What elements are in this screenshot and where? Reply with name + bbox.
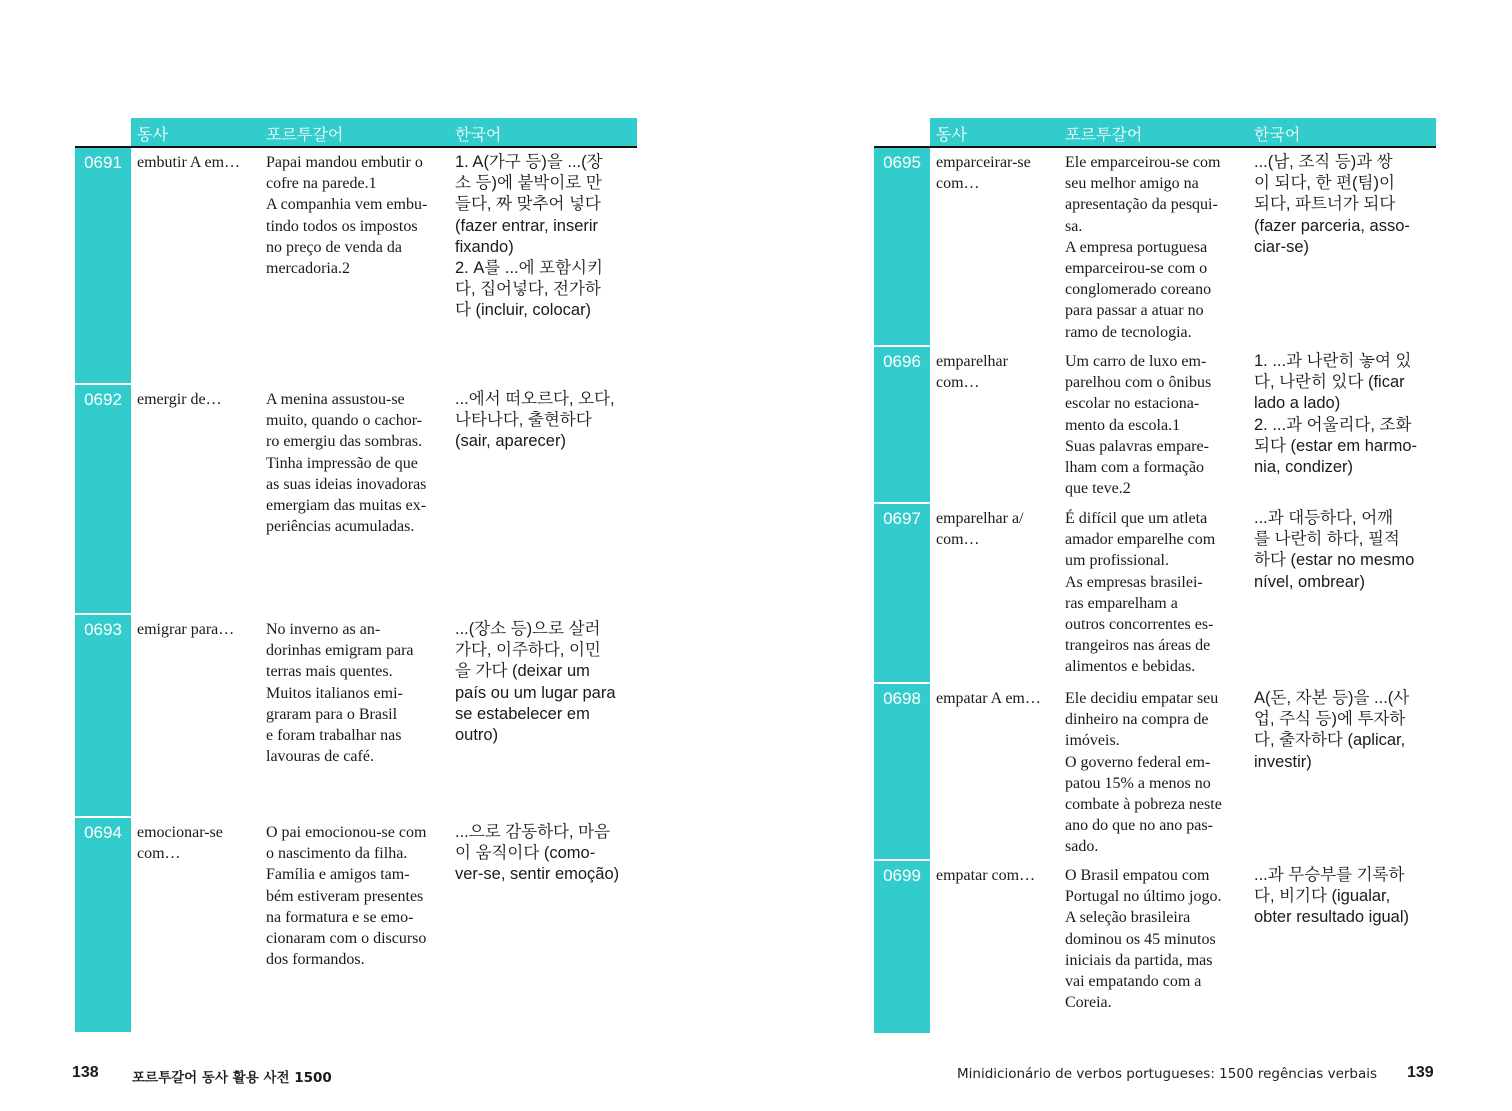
entry-number: 0692 [75,385,131,613]
entry-korean-meaning: ...에서 떠오르다, 오다, 나타나다, 출현하다 (sair, aparecer) [455,390,615,451]
entry-verb: emocionar-se com… [137,824,223,863]
header-verb: 동사 [936,125,967,144]
entry-verb: empatar com… [936,867,1036,884]
entry-row [75,615,637,816]
entry-row [75,148,637,383]
header-korean: 한국어 [455,125,502,144]
entry-row [874,861,1436,1033]
entry-korean-meaning: ...과 무승부를 기록하 다, 비기다 (igualar, obter resultado igual) [1254,866,1410,927]
entry-portuguese-example: Papai mandou embutir o cofre na parede.1 A companhia vem embu- tindo todos os impostos no preço de venda da mercadoria.2 [266,154,428,278]
entry-row [874,347,1436,502]
page-number-right: 139 [1407,1064,1434,1081]
entry-portuguese-example: Um carro de luxo em- parelhou com o ônibus escolar no estaciona- mento da escola.1 Suas palavras empare- lham com a formação que teve.2 [1065,353,1212,498]
entry-number: 0697 [874,504,930,682]
entry-portuguese-example: No inverno as an- dorinhas emigram para terras mais quentes. Muitos italianos emi- graram para o Brasil e foram trabalhar nas lavouras de café. [266,621,414,766]
header-korean: 한국어 [1254,125,1301,144]
entry-korean-meaning: ...으로 감동하다, 마음 이 움직이다 (como- ver-se, sentir emoção) [455,823,620,884]
table-header [75,118,637,148]
entry-verb: emparelhar com… [936,353,1008,392]
entry-portuguese-example: Ele emparceirou-se com seu melhor amigo na apresentação da pesqui- sa. A empresa portuguesa emparceirou-se com o conglomerado coreano para passar a atuar no ramo de tecnologia. [1065,154,1221,341]
entry-number: 0696 [874,347,930,502]
header-portuguese: 포르투갈어 [266,125,344,144]
entry-number: 0694 [75,818,131,1032]
entry-verb: empatar A em… [936,690,1041,707]
header-portuguese: 포르투갈어 [1065,125,1143,144]
entry-korean-meaning: ...(남, 조직 등)과 쌍 이 되다, 한 편(팀)이 되다, 파트너가 되다 (fazer parceria, asso- ciar-se) [1254,153,1410,256]
entry-verb: emparceirar-se com… [936,154,1031,193]
book-title-korean: 포르투갈어 동사 활용 사전 1500 [132,1070,332,1086]
entry-korean-meaning: ...과 대등하다, 어깨 를 나란히 하다, 필적 하다 (estar no mesmo nível, ombrear) [1254,509,1415,591]
entry-korean-meaning: 1. A(가구 등)을 ...(장 소 등)에 붙박이로 만 들다, 짜 맞추어 넣다 (fazer entrar, inserir fixando) 2. A를 ...에 포함시키 다, 집어넣다, 전가하 다 (incluir, colocar) [455,153,603,320]
entry-number: 0699 [874,861,930,1033]
book-title-portuguese: Minidicionário de verbos portugueses: 1500 regências verbais [957,1066,1378,1082]
entry-verb: emigrar para… [137,621,235,638]
right-page [874,118,1436,1012]
entry-verb: embutir A em… [137,154,241,171]
entry-row [75,818,637,1032]
entry-korean-meaning: 1. ...과 나란히 놓여 있 다, 나란히 있다 (ficar lado a lado) 2. ...과 어울리다, 조화 되다 (estar em harmo- nia, condizer) [1254,352,1417,477]
entry-row [874,148,1436,345]
entry-verb: emparelhar a/ com… [936,510,1024,549]
entry-portuguese-example: É difícil que um atleta amador emparelhe com um profissional. As empresas brasilei- ras emparelham a outros concorrentes es- trangeiros nas áreas de alimentos e bebidas. [1065,510,1216,676]
entry-row [874,504,1436,682]
entry-portuguese-example: O pai emocionou-se com o nascimento da filha. Família e amigos tam- bém estiveram presentes na formatura e se emo- cionaram com o discurso dos formandos. [266,824,427,969]
entry-number: 0693 [75,615,131,816]
page-number-left: 138 [72,1064,99,1081]
left-page [75,118,637,969]
table-header [874,118,1436,148]
entry-number: 0695 [874,148,930,345]
entry-portuguese-example: O Brasil empatou com Portugal no último jogo. A seleção brasileira dominou os 45 minutos iniciais da partida, mas vai empatando com a Coreia. [1065,867,1222,1012]
header-verb: 동사 [137,125,168,144]
entry-portuguese-example: Ele decidiu empatar seu dinheiro na compra de imóveis. O governo federal em- patou 15% a menos no combate à pobreza neste ano do que no ano pas- sado. [1065,690,1222,856]
entry-verb: emergir de… [137,391,222,408]
entry-number: 0691 [75,148,131,383]
entry-row [874,684,1436,859]
entry-korean-meaning: ...(장소 등)으로 살러 가다, 이주하다, 이민 을 가다 (deixar um país ou um lugar para se estabelecer em outro) [455,620,616,745]
entry-number: 0698 [874,684,930,859]
entry-portuguese-example: A menina assustou-se muito, quando o cachor- ro emergiu das sombras. Tinha impressão de que as suas ideias inovadoras emergiam das muitas ex- periências acumuladas. [266,391,427,536]
entry-korean-meaning: A(돈, 자본 등)을 ...(사 업, 주식 등)에 투자하 다, 출자하다 (aplicar, investir) [1254,689,1410,771]
entry-row [75,385,637,613]
